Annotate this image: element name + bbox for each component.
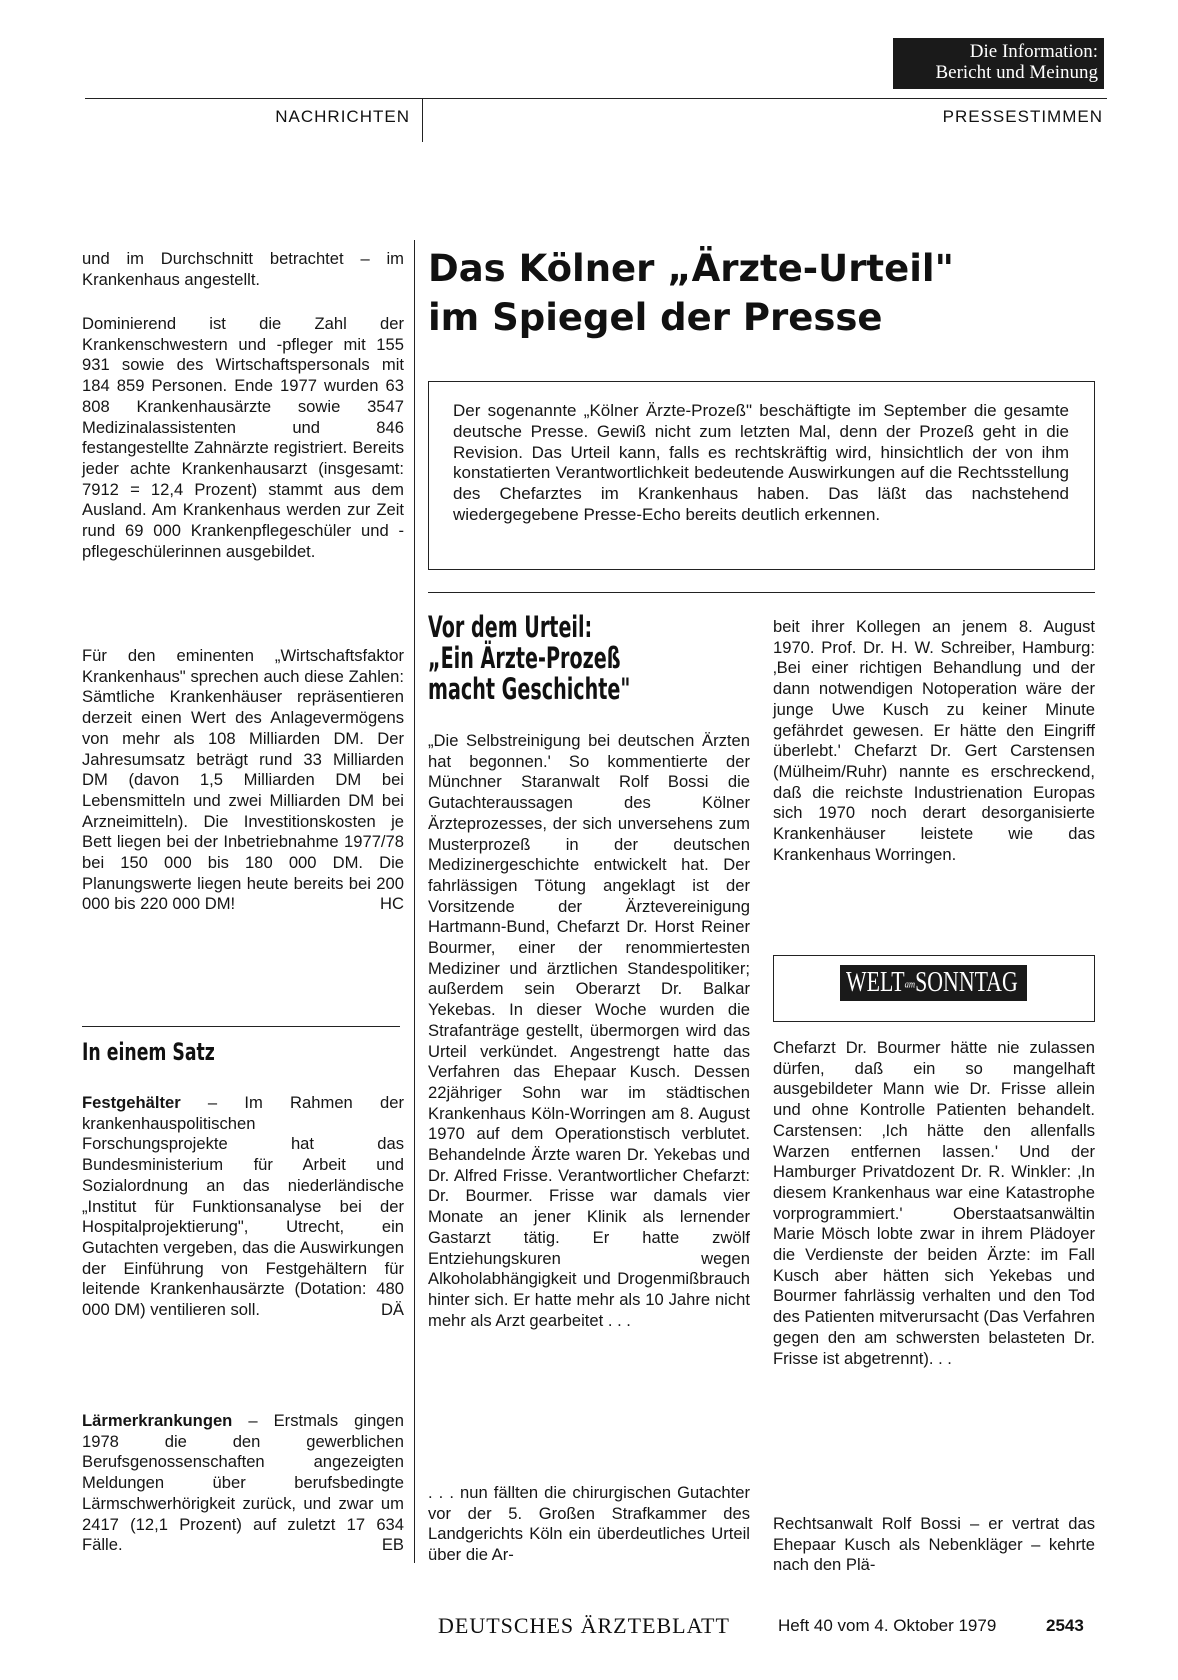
article-headline-line-1: Das Kölner „Ärzte-Urteil" xyxy=(428,247,954,290)
left-intro: und im Durchschnitt betrachtet – im Krankenhaus angestellt. xyxy=(82,249,404,289)
footer-page-number: 2543 xyxy=(1046,1616,1084,1635)
news-item-festgehaelter-title: Festgehälter xyxy=(82,1093,181,1112)
article-subheading-line-1: Vor dem Urteil: xyxy=(428,610,593,644)
badge-line-2: Bericht und Meinung xyxy=(935,62,1098,83)
header-divider xyxy=(422,98,423,142)
left-paragraph-1: Dominierend ist die Zahl der Krankenschwestern und -pfleger mit 155 931 sowie des Wirtschaftspersonals mit 184 859 Personen. Ende 1977 wurden 63 808 Krankenhausärzte sowie 3547 Medizinalassistenten und 846 festangestellte Zahnärzte registriert. Bereits jeder achte Krankenhausarzt (insgesamt: 7912 = 12,4 Prozent) stammt aus dem Ausland. Am Krankenhaus werden zur Zeit rund 69 000 Krankenpflegeschüler und -pflegeschülerinnen ausgebildet. xyxy=(82,314,404,561)
left-paragraph-2 xyxy=(82,646,404,915)
header-left-label: NACHRICHTEN xyxy=(275,107,410,126)
badge-line-1: Die Information: xyxy=(969,41,1098,62)
news-item-festgehaelter-signature: DÄ xyxy=(380,1300,404,1320)
news-item-laermerkrankungen-title: Lärmerkrankungen xyxy=(82,1411,233,1430)
article-subheading-line-2: „Ein Ärzte-Prozeß xyxy=(428,641,621,675)
news-item-laermerkrankungen xyxy=(82,1411,404,1556)
in-einem-satz-rule xyxy=(82,1026,400,1027)
article-intro-text: Der sogenannte „Kölner Ärzte-Prozeß" beschäftigte im September die gesamte deutsche Presse. Gewiß nicht zum letzten Mal, denn der Prozeß geht in die Revision. Das Urteil kann, falls es rechtskräftig wird, hinsichtlich der von ihm konstatierten Verantwortlichkeit bedeutende Auswirkungen auf die Rechtsstellung des Chefarztes im Krankenhaus haben. Das läßt das nachstehend wiedergegebene Presse-Echo bereits deutlich erkennen. xyxy=(453,401,1069,524)
article-subheading xyxy=(428,612,630,705)
column-divider xyxy=(414,240,415,1563)
article-headline-line-2: im Spiegel der Presse xyxy=(428,296,883,339)
news-item-festgehaelter xyxy=(82,1093,404,1321)
left-paragraph-2-text: Für den eminenten „Wirtschaftsfaktor Krankenhaus" sprechen auch diese Zahlen: Sämtliche Krankenhäuser repräsentieren derzeit einen Wert des Anlagevermögens von mehr als 108 Milliarden DM. Der Jahresumsatz beträgt rund 33 Milliarden DM (davon 1,5 Milliarden DM bei Lebensmitteln und zwei Milliarden DM bei Arzneimitteln). Die Investitionskosten je Bett liegen bei der Inbetriebnahme 1977/78 bei 150 000 bis 180 000 DM. Die Planungswerte liegen heute bereits bei 200 000 bis 220 000 DM! xyxy=(82,646,404,914)
left-paragraph-2-signature: HC xyxy=(380,894,404,914)
news-item-laermerkrankungen-text: – Erstmals gingen 1978 die den gewerblichen Berufsgenossenschaften angezeigten Meldungen über berufsbedingte Lärmschwerhörigkeit zurück, und zwar um 2417 (12,1 Prozent) auf zuletzt 17 634 Fälle. xyxy=(82,1411,404,1555)
article-col-1-paragraph-2: . . . nun fällten die chirurgischen Gutachter vor der 5. Großen Strafkammer des Landgerichts Köln ein überdeutliches Urteil über die Ar- xyxy=(428,1483,750,1565)
article-rule xyxy=(428,592,1095,593)
header-right-label: PRESSESTIMMEN xyxy=(942,107,1103,126)
article-col-2-paragraph-3: Rechtsanwalt Rolf Bossi – er vertrat das Ehepaar Kusch als Nebenkläger – kehrte nach den Plä- xyxy=(773,1514,1095,1575)
section-badge xyxy=(893,38,1104,89)
article-subheading-line-3: macht Geschichte" xyxy=(428,672,631,706)
logo-frame xyxy=(773,955,1095,1022)
news-item-laermerkrankungen-signature: EB xyxy=(381,1535,404,1555)
in-einem-satz-heading: In einem Satz xyxy=(82,1038,215,1066)
article-headline xyxy=(428,244,1088,342)
logo-part-welt: WELT xyxy=(846,967,905,998)
header-rule xyxy=(85,98,1107,99)
article-col-2-paragraph-2: Chefarzt Dr. Bourmer hätte nie zulassen dürfen, daß ein so mangelhaft ausgebildeter Mann wie Dr. Frisse allein und ohne Kontrolle Patienten behandelt. Carstensen: ‚Ich hätte den allenfalls Warzen entfernen lassen.' Und der Hamburger Privatdozent Dr. R. Winkler: ‚In diesem Krankenhaus war eine Katastrophe vorprogrammiert.' Oberstaatsanwältin Marie Mösch lobte zwar in ihrem Plädoyer die Verdienste der beiden Ärzte: im Fall Kusch aber hätten sich Yekebas und Bourmer fahrlässig verhalten und den Tod des Patienten mitverursacht (Das Verfahren gegen den am schwersten belasteten Dr. Frisse ist abgetrennt). . . xyxy=(773,1038,1095,1368)
article-col-1-paragraph-1: „Die Selbstreinigung bei deutschen Ärzten hat begonnen.' So kommentierte der Münchner Staranwalt Rolf Bossi die Gutachteraussagen des Kölner Ärzteprozesses, der sich unversehens zum Musterprozeß in der deutschen Medizinergeschichte entwickelt hat. Der fahrlässigen Tötung angeklagt ist der Vorsitzende der Ärztevereinigung Hartmann-Bund, Chefarzt Dr. Horst Reiner Bourmer, einer der renommiertesten Mediziner und ärztlichen Standespolitiker; außerdem sein Oberarzt Dr. Balkar Yekebas. In dieser Woche wurden die Strafanträge gestellt, übermorgen wird das Urteil verkündet. Angestrengt hatte das Verfahren das Ehepaar Kusch. Dessen 22jähriger Sohn war im städtischen Krankenhaus Köln-Worringen am 8. August 1970 auf dem Operationstisch verblutet. Behandelnde Ärzte waren Dr. Yekebas und Dr. Alfred Frisse. Verantwortlicher Chefarzt: Dr. Bourmer. Frisse war damals vier Monate an jener Klinik als lernender Gastarzt tätig. Er hatte zwölf Entziehungskuren wegen Alkoholabhängigkeit und Drogenmißbrauch hinter sich. Er hatte mehr als 10 Jahre nicht mehr als Arzt gearbeitet . . . xyxy=(428,731,750,1330)
news-item-festgehaelter-text: – Im Rahmen der krankenhauspolitischen Forschungsprojekte hat das Bundesministerium für Arbeit und Sozialordnung an das niederländische „Institut für Funktionsanalyse bei der Hospitalprojektierung", Utrecht, ein Gutachten vergeben, das die Auswirkungen der Einführung von Festgehältern für leitende Krankenhausärzte (Dotation: 480 000 DM) ventilieren soll. xyxy=(82,1093,404,1320)
logo-part-am: am xyxy=(904,978,916,991)
footer-issue: Heft 40 vom 4. Oktober 1979 xyxy=(778,1616,997,1635)
article-intro-box xyxy=(428,381,1095,570)
page-footer xyxy=(438,1613,1098,1643)
article-col-2-paragraph-1: beit ihrer Kollegen an jenem 8. August 1970. Prof. Dr. H. W. Schreiber, Hamburg: ‚Bei einer richtigen Behandlung und der dann notwendigen Notoperation wäre der junge Uwe Kusch zu keiner Minute gefährdet gewesen. Er hätte den Eingriff überlebt.' Chefarzt Dr. Gert Carstensen (Mülheim/Ruhr) nannte es erschreckend, daß die reichste Industrienation Europas sich 1970 noch derart desorganisierte Krankenhäuser leistete wie das Krankenhaus Worringen. xyxy=(773,617,1095,864)
footer-journal: DEUTSCHES ÄRZTEBLATT xyxy=(438,1613,730,1638)
welt-am-sonntag-logo xyxy=(840,965,1027,1001)
logo-part-sonntag: SONNTAG xyxy=(915,967,1018,998)
